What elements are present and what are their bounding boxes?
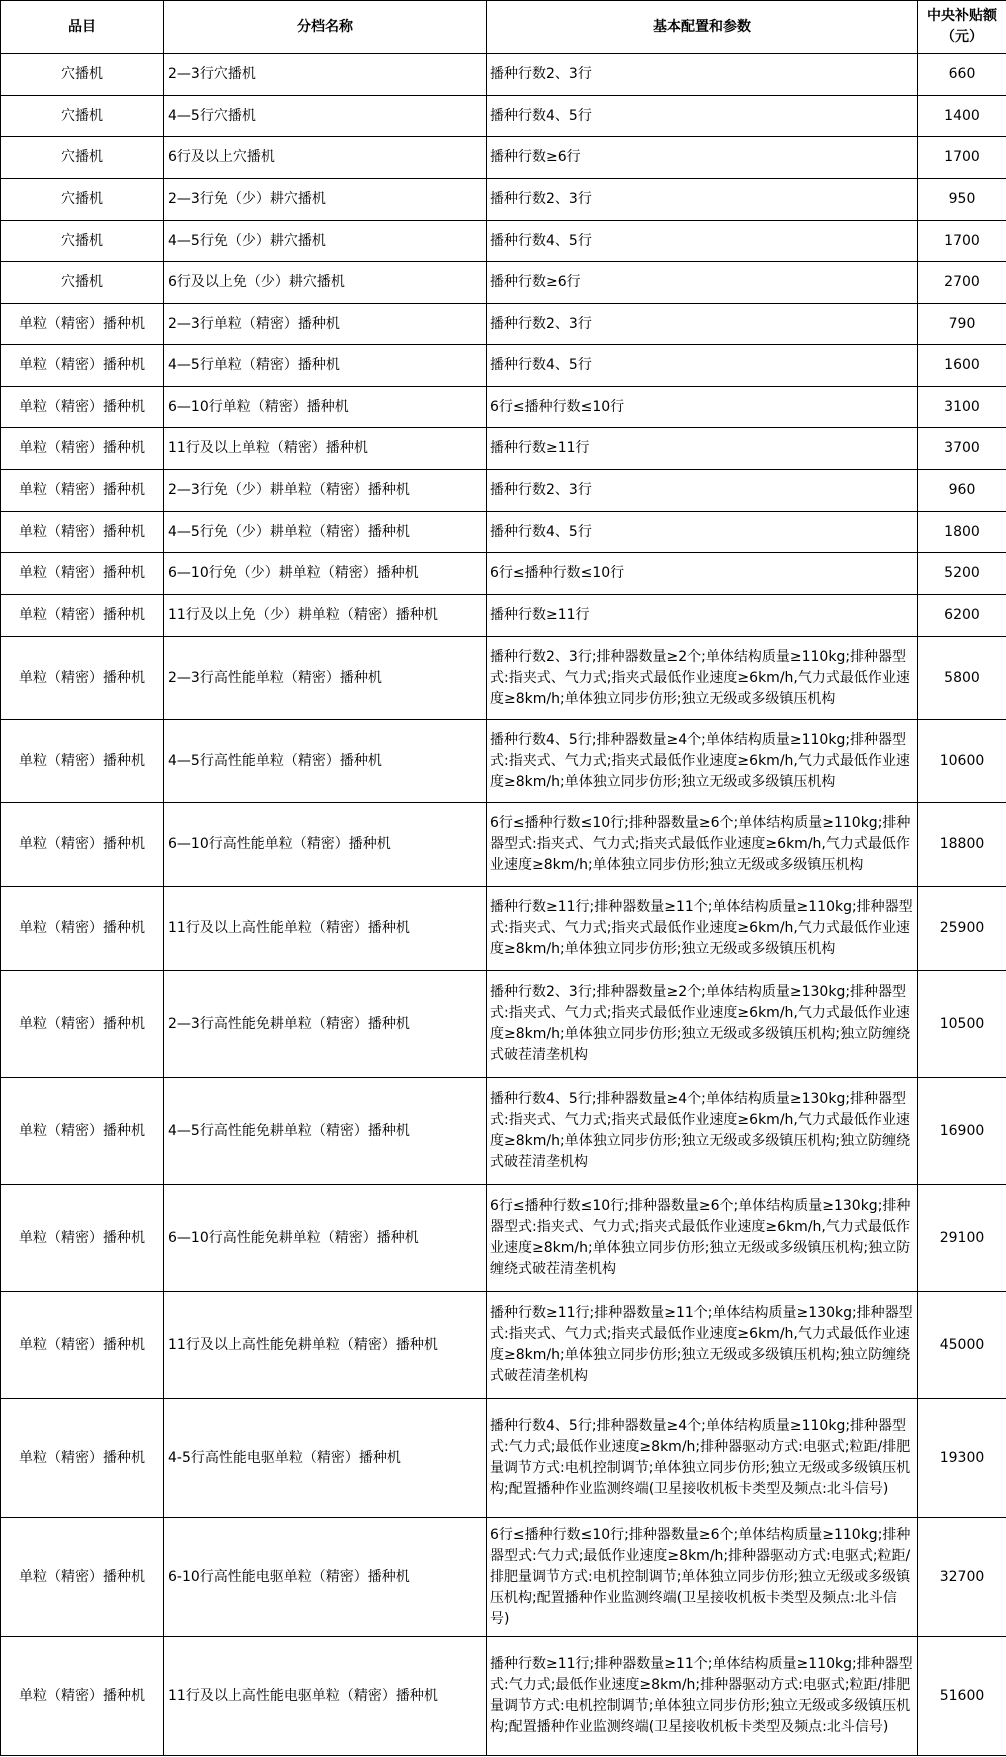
item-cell: 单粒（精密）播种机 [1, 470, 164, 512]
tier-cell: 11行及以上单粒（精密）播种机 [164, 428, 487, 470]
config-cell: 播种行数≥6行 [487, 262, 918, 304]
item-cell: 单粒（精密）播种机 [1, 1292, 164, 1399]
item-cell: 单粒（精密）播种机 [1, 1518, 164, 1637]
tier-cell: 6-10行高性能电驱单粒（精密）播种机 [164, 1518, 487, 1637]
header-config: 基本配置和参数 [487, 1, 918, 54]
item-cell: 单粒（精密）播种机 [1, 345, 164, 387]
tier-cell: 4—5行穴播机 [164, 96, 487, 137]
table-row [1, 1399, 1006, 1518]
tier-cell: 11行及以上高性能单粒（精密）播种机 [164, 887, 487, 971]
subsidy-cell: 1600 [918, 345, 1006, 387]
table-row [1, 512, 1006, 553]
tier-cell: 2—3行免（少）耕穴播机 [164, 179, 487, 221]
config-cell: 播种行数4、5行 [487, 96, 918, 137]
config-cell: 播种行数4、5行 [487, 345, 918, 387]
item-cell: 穴播机 [1, 137, 164, 179]
subsidy-cell: 1800 [918, 512, 1006, 553]
config-cell: 播种行数2、3行 [487, 179, 918, 221]
item-cell: 单粒（精密）播种机 [1, 1078, 164, 1185]
subsidy-cell: 16900 [918, 1078, 1006, 1185]
tier-cell: 6行及以上穴播机 [164, 137, 487, 179]
subsidy-cell: 1400 [918, 96, 1006, 137]
tier-cell: 4—5行免（少）耕穴播机 [164, 221, 487, 262]
item-cell: 单粒（精密）播种机 [1, 1185, 164, 1292]
item-cell: 单粒（精密）播种机 [1, 887, 164, 971]
subsidy-cell: 2700 [918, 262, 1006, 304]
tier-cell: 2—3行穴播机 [164, 54, 487, 96]
item-cell: 单粒（精密）播种机 [1, 803, 164, 887]
table-row [1, 428, 1006, 470]
subsidy-cell: 1700 [918, 221, 1006, 262]
table-row [1, 221, 1006, 262]
table-row [1, 54, 1006, 96]
table-row [1, 96, 1006, 137]
table-row [1, 1292, 1006, 1399]
config-cell: 播种行数4、5行;排种器数量≥4个;单体结构质量≥110kg;排种器型式:气力式;最低作业速度≥8km/h;排种器驱动方式:电驱式;粒距/排肥量调节方式:电机控制调节;单体独立同步仿形;独立无级或多级镇压机构;配置播种作业监测终端(卫星接收机板卡类型及频点:北斗信号) [487, 1399, 918, 1518]
header-subsidy: 中央补贴额（元） [918, 1, 1006, 54]
tier-cell: 2—3行高性能免耕单粒（精密）播种机 [164, 971, 487, 1078]
subsidy-cell: 960 [918, 470, 1006, 512]
subsidy-cell: 25900 [918, 887, 1006, 971]
item-cell: 单粒（精密）播种机 [1, 387, 164, 428]
table-row [1, 595, 1006, 637]
table-row [1, 720, 1006, 803]
config-cell: 播种行数≥11行;排种器数量≥11个;单体结构质量≥110kg;排种器型式:指夹式、气力式;指夹式最低作业速度≥6km/h,气力式最低作业速度≥8km/h;单体独立同步仿形;独立无级或多级镇压机构 [487, 887, 918, 971]
item-cell: 单粒（精密）播种机 [1, 1637, 164, 1756]
table-row [1, 262, 1006, 304]
table-row [1, 470, 1006, 512]
config-cell: 6行≤播种行数≤10行;排种器数量≥6个;单体结构质量≥110kg;排种器型式:指夹式、气力式;指夹式最低作业速度≥6km/h,气力式最低作业速度≥8km/h;单体独立同步仿形;独立无级或多级镇压机构 [487, 803, 918, 887]
item-cell: 单粒（精密）播种机 [1, 637, 164, 720]
config-cell: 6行≤播种行数≤10行;排种器数量≥6个;单体结构质量≥110kg;排种器型式:气力式;最低作业速度≥8km/h;排种器驱动方式:电驱式;粒距/排肥量调节方式:电机控制调节;单体独立同步仿形;独立无级或多级镇压机构;配置播种作业监测终端(卫星接收机板卡类型及频点:北斗信号) [487, 1518, 918, 1637]
config-cell: 播种行数2、3行;排种器数量≥2个;单体结构质量≥130kg;排种器型式:指夹式、气力式;指夹式最低作业速度≥6km/h,气力式最低作业速度≥8km/h;单体独立同步仿形;独立无级或多级镇压机构;独立防缠绕式破茬清垄机构 [487, 971, 918, 1078]
item-cell: 单粒（精密）播种机 [1, 553, 164, 595]
item-cell: 单粒（精密）播种机 [1, 304, 164, 345]
table-row [1, 1518, 1006, 1637]
table-row [1, 971, 1006, 1078]
subsidy-cell: 1700 [918, 137, 1006, 179]
tier-cell: 11行及以上高性能免耕单粒（精密）播种机 [164, 1292, 487, 1399]
tier-cell: 6—10行高性能单粒（精密）播种机 [164, 803, 487, 887]
subsidy-cell: 950 [918, 179, 1006, 221]
tier-cell: 6—10行单粒（精密）播种机 [164, 387, 487, 428]
header-item: 品目 [1, 1, 164, 54]
tier-cell: 4—5行高性能免耕单粒（精密）播种机 [164, 1078, 487, 1185]
config-cell: 6行≤播种行数≤10行 [487, 553, 918, 595]
table-row [1, 179, 1006, 221]
tier-cell: 6行及以上免（少）耕穴播机 [164, 262, 487, 304]
subsidy-cell: 18800 [918, 803, 1006, 887]
tier-cell: 2—3行免（少）耕单粒（精密）播种机 [164, 470, 487, 512]
config-cell: 播种行数≥11行;排种器数量≥11个;单体结构质量≥130kg;排种器型式:指夹式、气力式;指夹式最低作业速度≥6km/h,气力式最低作业速度≥8km/h;单体独立同步仿形;独立无级或多级镇压机构;独立防缠绕式破茬清垄机构 [487, 1292, 918, 1399]
subsidy-cell: 51600 [918, 1637, 1006, 1756]
table-row [1, 887, 1006, 971]
config-cell: 播种行数4、5行;排种器数量≥4个;单体结构质量≥110kg;排种器型式:指夹式、气力式;指夹式最低作业速度≥6km/h,气力式最低作业速度≥8km/h;单体独立同步仿形;独立无级或多级镇压机构 [487, 720, 918, 803]
tier-cell: 6—10行免（少）耕单粒（精密）播种机 [164, 553, 487, 595]
subsidy-cell: 29100 [918, 1185, 1006, 1292]
tier-cell: 6—10行高性能免耕单粒（精密）播种机 [164, 1185, 487, 1292]
config-cell: 播种行数≥11行 [487, 428, 918, 470]
item-cell: 单粒（精密）播种机 [1, 512, 164, 553]
config-cell: 播种行数4、5行 [487, 221, 918, 262]
table-body [1, 54, 1006, 1756]
table-row [1, 1185, 1006, 1292]
table-row [1, 387, 1006, 428]
tier-cell: 4-5行高性能电驱单粒（精密）播种机 [164, 1399, 487, 1518]
tier-cell: 4—5行高性能单粒（精密）播种机 [164, 720, 487, 803]
subsidy-cell: 3700 [918, 428, 1006, 470]
config-cell: 播种行数2、3行 [487, 54, 918, 96]
table-row [1, 1637, 1006, 1756]
subsidy-cell: 5200 [918, 553, 1006, 595]
subsidy-cell: 19300 [918, 1399, 1006, 1518]
config-cell: 播种行数4、5行 [487, 512, 918, 553]
item-cell: 穴播机 [1, 179, 164, 221]
config-cell: 6行≤播种行数≤10行;排种器数量≥6个;单体结构质量≥130kg;排种器型式:指夹式、气力式;指夹式最低作业速度≥6km/h,气力式最低作业速度≥8km/h;单体独立同步仿形;独立无级或多级镇压机构;独立防缠绕式破茬清垄机构 [487, 1185, 918, 1292]
subsidy-cell: 660 [918, 54, 1006, 96]
subsidy-cell: 790 [918, 304, 1006, 345]
subsidy-cell: 32700 [918, 1518, 1006, 1637]
subsidy-cell: 5800 [918, 637, 1006, 720]
item-cell: 穴播机 [1, 54, 164, 96]
table-row [1, 803, 1006, 887]
item-cell: 单粒（精密）播种机 [1, 595, 164, 637]
config-cell: 播种行数2、3行;排种器数量≥2个;单体结构质量≥110kg;排种器型式:指夹式、气力式;指夹式最低作业速度≥6km/h,气力式最低作业速度≥8km/h;单体独立同步仿形;独立无级或多级镇压机构 [487, 637, 918, 720]
config-cell: 播种行数≥11行;排种器数量≥11个;单体结构质量≥110kg;排种器型式:气力式;最低作业速度≥8km/h;排种器驱动方式:电驱式;粒距/排肥量调节方式:电机控制调节;单体独立同步仿形;独立无级或多级镇压机构;配置播种作业监测终端(卫星接收机板卡类型及频点:北斗信号) [487, 1637, 918, 1756]
table-row [1, 1078, 1006, 1185]
item-cell: 穴播机 [1, 96, 164, 137]
tier-cell: 11行及以上高性能电驱单粒（精密）播种机 [164, 1637, 487, 1756]
subsidy-cell: 10500 [918, 971, 1006, 1078]
header-row [1, 1, 1006, 54]
item-cell: 穴播机 [1, 262, 164, 304]
subsidy-cell: 10600 [918, 720, 1006, 803]
config-cell: 播种行数≥6行 [487, 137, 918, 179]
config-cell: 播种行数2、3行 [487, 470, 918, 512]
tier-cell: 2—3行单粒（精密）播种机 [164, 304, 487, 345]
tier-cell: 2—3行高性能单粒（精密）播种机 [164, 637, 487, 720]
config-cell: 播种行数2、3行 [487, 304, 918, 345]
table-row [1, 637, 1006, 720]
tier-cell: 4—5行免（少）耕单粒（精密）播种机 [164, 512, 487, 553]
item-cell: 单粒（精密）播种机 [1, 971, 164, 1078]
item-cell: 单粒（精密）播种机 [1, 1399, 164, 1518]
item-cell: 单粒（精密）播种机 [1, 720, 164, 803]
header-tier: 分档名称 [164, 1, 487, 54]
tier-cell: 11行及以上免（少）耕单粒（精密）播种机 [164, 595, 487, 637]
subsidy-cell: 3100 [918, 387, 1006, 428]
subsidy-cell: 45000 [918, 1292, 1006, 1399]
table-row [1, 304, 1006, 345]
config-cell: 播种行数≥11行 [487, 595, 918, 637]
table-row [1, 137, 1006, 179]
table-row [1, 553, 1006, 595]
tier-cell: 4—5行单粒（精密）播种机 [164, 345, 487, 387]
config-cell: 播种行数4、5行;排种器数量≥4个;单体结构质量≥130kg;排种器型式:指夹式、气力式;指夹式最低作业速度≥6km/h,气力式最低作业速度≥8km/h;单体独立同步仿形;独立无级或多级镇压机构;独立防缠绕式破茬清垄机构 [487, 1078, 918, 1185]
item-cell: 穴播机 [1, 221, 164, 262]
config-cell: 6行≤播种行数≤10行 [487, 387, 918, 428]
subsidy-cell: 6200 [918, 595, 1006, 637]
table-row [1, 345, 1006, 387]
item-cell: 单粒（精密）播种机 [1, 428, 164, 470]
